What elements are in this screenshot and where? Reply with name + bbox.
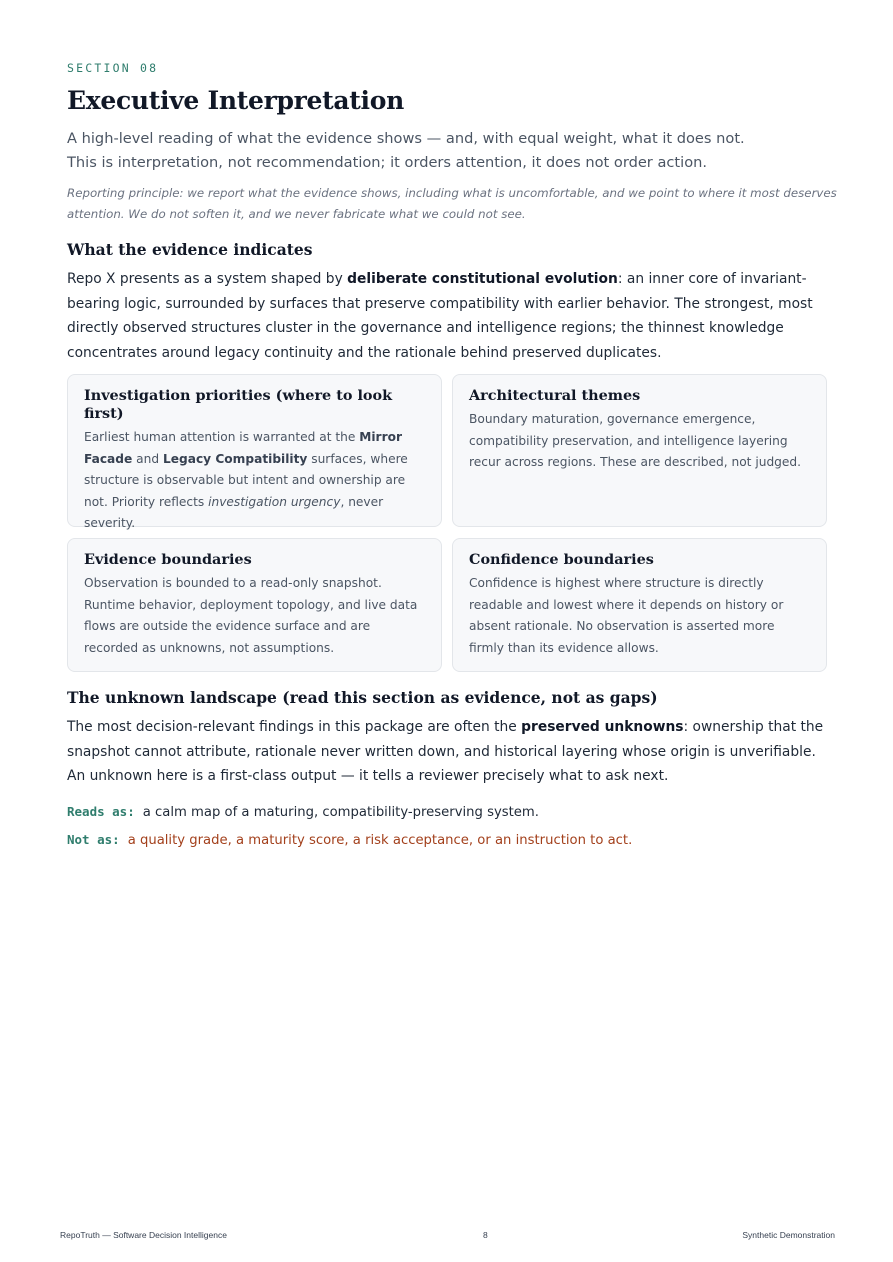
page-subtitle <box>67 127 837 175</box>
card-text: Confidence is highest where structure is directly readable and lowest where it depends on history or absent rationale. No observation is asserted more firmly than its evidence allows. <box>469 576 784 655</box>
reads-as-value: a calm map of a maturing, compatibility-preserving system. <box>142 805 539 820</box>
reporting-principle: Reporting principle: we report what the evidence shows, including what is uncomfortable, and we point to where it most deserves attention. We do not soften it, and we never fabricate what we could not see. <box>67 186 837 221</box>
not-as-line <box>67 830 632 851</box>
evidence-heading: What the evidence indicates <box>67 240 313 259</box>
card-title: Investigation priorities (where to look first) <box>84 387 393 422</box>
card-text-part: , never severity. <box>84 494 384 530</box>
card-text: Boundary maturation, governance emergence, compatibility preservation, and intelligence layering recur across regions. These are described, not judged. <box>469 412 802 469</box>
legacy-compatibility-emphasis: Legacy Compatibility <box>162 451 308 466</box>
card-text-part: and <box>132 451 163 466</box>
unknown-heading: The unknown landscape (read this section as evidence, not as gaps) <box>67 688 658 707</box>
page-title: Executive Interpretation <box>67 86 404 115</box>
card-architectural-themes <box>452 374 827 527</box>
subtitle-line-1: A high-level reading of what the evidence shows — and, with equal weight, what it does not. <box>67 130 745 147</box>
card-text <box>84 427 425 535</box>
card-investigation-priorities <box>67 374 442 530</box>
unknown-text-1: The most decision-relevant findings in this package are often the <box>67 719 522 735</box>
unknown-emphasis: preserved unknowns <box>521 719 684 735</box>
unknown-text-2: : ownership that the snapshot cannot attribute, rationale never written down, and historical layering whose origin is unverifiable. An unknown here is a first-class output — it tells a reviewer precisely what to ask next. <box>67 719 824 784</box>
section-label: SECTION 08 <box>67 61 159 75</box>
footer-page-number: 8 <box>483 1230 488 1240</box>
card-text-part: surfaces, where structure is observable but intent and ownership are not. Priority reflects <box>84 451 408 509</box>
reads-as-line <box>67 802 539 823</box>
unknown-paragraph <box>67 715 837 789</box>
evidence-paragraph <box>67 267 837 365</box>
footer-left: RepoTruth — Software Decision Intelligence <box>60 1230 227 1240</box>
card-text: Observation is bounded to a read-only snapshot. Runtime behavior, deployment topology, and live data flows are outside the evidence surface and are recorded as unknowns, not assumptions. <box>84 576 418 655</box>
card-title: Architectural themes <box>469 387 641 404</box>
not-as-value: a quality grade, a maturity score, a risk acceptance, or an instruction to act. <box>127 833 633 848</box>
card-title: Evidence boundaries <box>84 551 252 568</box>
footer-right: Synthetic Demonstration <box>742 1230 835 1240</box>
investigation-urgency-emphasis: investigation urgency <box>208 494 341 509</box>
card-evidence-boundaries <box>67 538 442 672</box>
mirror-facade-emphasis: Mirror Facade <box>84 430 402 466</box>
evidence-text-2: : an inner core of invariant-bearing logic, surrounded by surfaces that preserve compatibility with earlier behavior. The strongest, most directly observed structures cluster in the governance and intelligence regions; the thinnest knowledge concentrates around legacy continuity and the rationale behind preserved duplicates. <box>67 271 813 361</box>
evidence-text-1: Repo X presents as a system shaped by <box>67 271 348 287</box>
not-as-label: Not as: <box>67 832 120 847</box>
card-text-part: Earliest human attention is warranted at the <box>84 430 360 444</box>
subtitle-line-2: This is interpretation, not recommendation; it orders attention, it does not order action. <box>67 154 708 171</box>
reads-as-label: Reads as: <box>67 804 135 819</box>
card-confidence-boundaries <box>452 538 827 672</box>
card-title: Confidence boundaries <box>469 551 654 568</box>
evidence-emphasis: deliberate constitutional evolution <box>347 271 618 287</box>
